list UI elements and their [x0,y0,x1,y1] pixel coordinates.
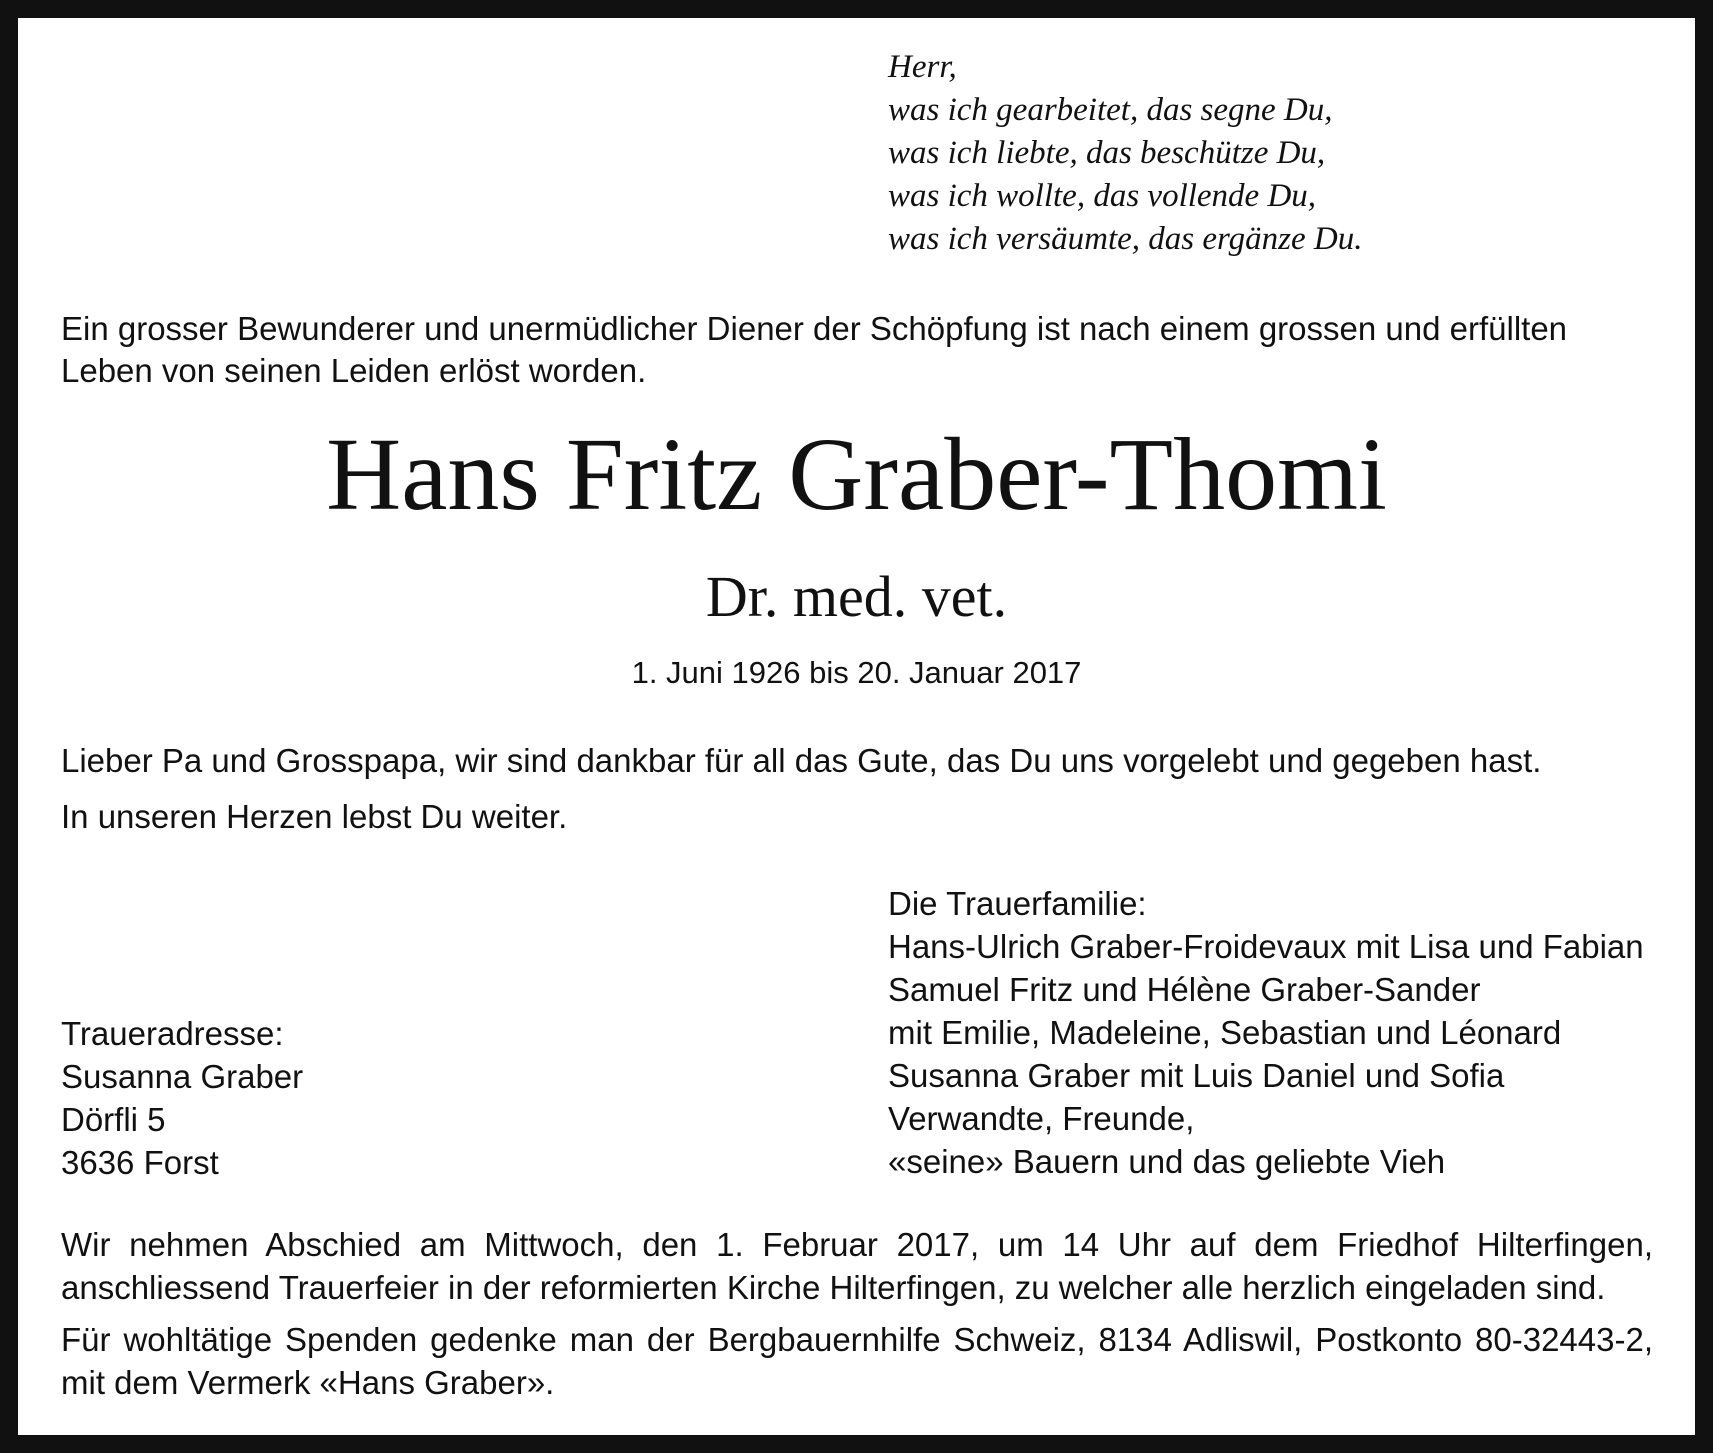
family-member: mit Emilie, Madeleine, Sebastian und Léonard [888,1014,1562,1051]
poem-line: was ich liebte, das beschütze Du, [888,135,1326,171]
family-member: Samuel Fritz und Hélène Graber-Sander [888,971,1481,1008]
tribute-line: In unseren Herzen lebst Du weiter. [61,798,568,835]
mourning-address [61,1012,303,1184]
family-member: Hans-Ulrich Graber-Froidevaux mit Lisa und Fabian [888,928,1644,965]
family-heading: Die Trauerfamilie: [888,885,1147,922]
family-member: Verwandte, Freunde, [888,1100,1195,1137]
poem [888,46,1362,261]
family-member: Susanna Graber mit Luis Daniel und Sofia [888,1057,1505,1094]
poem-line: Herr, [888,49,957,85]
poem-line: was ich versäumte, das ergänze Du. [888,221,1363,257]
deceased-name: Hans Fritz Graber-Thomi [326,417,1387,532]
tribute-line: Lieber Pa und Grosspapa, wir sind dankbar für all das Gute, das Du uns vorgelebt und gegeben hast. [61,742,1542,779]
family-list [888,882,1644,1183]
address-heading: Traueradresse: [61,1015,284,1052]
donation-text: Für wohltätige Spenden gedenke man der Bergbauernhilfe Schweiz, 8134 Adliswil, Postkonto 80-32443-2, mit dem Vermerk «Hans Graber». [61,1321,1653,1401]
address-name: Susanna Graber [61,1058,304,1095]
address-city: 3636 Forst [61,1144,219,1181]
family-member: «seine» Bauern und das geliebte Vieh [888,1143,1446,1180]
intro-text: Ein grosser Bewunderer und unermüdlicher Diener der Schöpfung ist nach einem grossen und erfüllten Leben von seinen Leiden erlöst worden. [61,310,1568,389]
poem-line: was ich wollte, das vollende Du, [888,178,1317,214]
address-street: Dörfli 5 [61,1101,166,1138]
ceremony-text: Wir nehmen Abschied am Mittwoch, den 1. Februar 2017, um 14 Uhr auf dem Friedhof Hilterfingen, anschliessend Trauerfeier in der reformierten Kirche Hilterfingen, zu welcher alle herzlich eingeladen sind. [61,1226,1653,1306]
life-dates: 1. Juni 1926 bis 20. Januar 2017 [631,655,1082,690]
poem-line: was ich gearbeitet, das segne Du, [888,92,1333,128]
deceased-title: Dr. med. vet. [705,564,1008,629]
